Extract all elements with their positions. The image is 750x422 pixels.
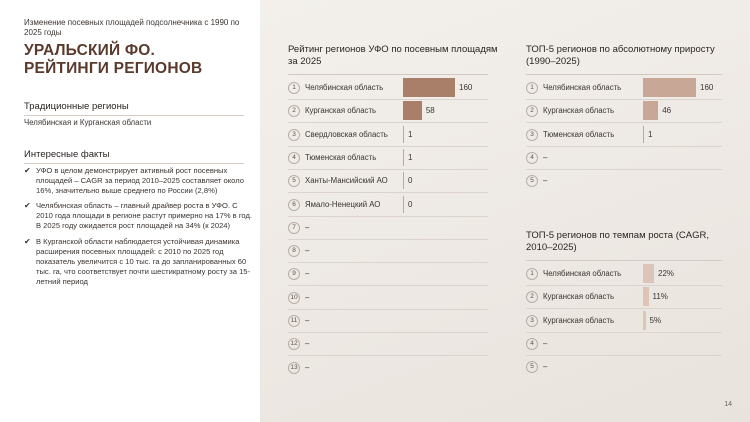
category-label: – bbox=[543, 176, 548, 186]
rank-badge: 1 bbox=[526, 268, 538, 280]
rank-badge: 12 bbox=[288, 338, 300, 350]
chart-row bbox=[526, 124, 722, 146]
chart-row bbox=[288, 100, 488, 122]
category-label: Челябинская область bbox=[543, 269, 622, 278]
value-label: 5% bbox=[649, 315, 662, 325]
bar bbox=[403, 126, 404, 143]
check-icon: ✔ bbox=[24, 201, 31, 211]
rank-badge: 13 bbox=[288, 362, 300, 374]
value-label: 0 bbox=[408, 199, 413, 209]
fact-item bbox=[24, 237, 254, 287]
chart-row bbox=[526, 77, 722, 99]
value-label: 160 bbox=[700, 83, 714, 92]
rank-badge: 2 bbox=[288, 105, 300, 117]
value-label: 1 bbox=[408, 129, 413, 139]
divider bbox=[288, 74, 488, 75]
rank-badge: 11 bbox=[288, 315, 300, 327]
bar bbox=[643, 311, 646, 330]
fact-text: УФО в целом демонстрирует активный рост посевных площадей – CAGR за период 2010–2025 составляет около 16%, значительно выше среднего по России (2,8%) bbox=[36, 166, 244, 196]
chart-row bbox=[288, 333, 488, 355]
bar bbox=[643, 287, 649, 306]
divider bbox=[24, 115, 244, 116]
rank-badge: 5 bbox=[526, 361, 538, 373]
bar bbox=[643, 264, 654, 283]
rank-badge: 2 bbox=[526, 291, 538, 303]
abs-growth-chart-title: ТОП-5 регионов по абсолютному приросту (1990–2025) bbox=[526, 44, 715, 67]
chart-row bbox=[288, 357, 488, 379]
chart-row bbox=[526, 310, 722, 332]
cagr-chart-title: ТОП-5 регионов по темпам роста (CAGR, 2010–2025) bbox=[526, 230, 709, 253]
bar bbox=[643, 126, 644, 143]
category-label: – bbox=[305, 362, 310, 372]
category-label: Свердловская область bbox=[305, 129, 388, 139]
divider bbox=[526, 260, 722, 261]
chart-row bbox=[526, 333, 722, 355]
rank-badge: 3 bbox=[288, 129, 300, 141]
kicker-text: Изменение посевных площадей подсолнечника с 1990 по 2025 годы bbox=[24, 18, 240, 37]
bar bbox=[403, 149, 404, 166]
category-label: Челябинская область bbox=[305, 83, 384, 92]
category-label: Курганская область bbox=[305, 106, 377, 116]
check-icon: ✔ bbox=[24, 166, 31, 175]
category-label: Ямало-Ненецкий АО bbox=[305, 199, 381, 209]
facts-heading: Интересные факты bbox=[24, 149, 110, 160]
divider bbox=[526, 74, 722, 75]
category-label: – bbox=[543, 362, 548, 372]
facts-list bbox=[24, 166, 254, 292]
value-label: 160 bbox=[459, 83, 473, 92]
value-label: 46 bbox=[662, 106, 672, 116]
category-label: Ханты-Мансийский АО bbox=[305, 176, 388, 186]
rank-badge: 3 bbox=[526, 129, 538, 141]
category-label: – bbox=[305, 246, 310, 256]
rank-badge: 4 bbox=[288, 152, 300, 164]
page-title-line-2: РЕЙТИНГИ РЕГИОНОВ bbox=[24, 60, 203, 77]
chart-row bbox=[526, 263, 722, 285]
chart-row bbox=[288, 310, 488, 332]
chart-row bbox=[288, 124, 488, 146]
chart-row bbox=[288, 77, 488, 99]
chart-row bbox=[288, 263, 488, 285]
value-label: 58 bbox=[425, 106, 435, 116]
rank-badge: 4 bbox=[526, 152, 538, 164]
rank-badge: 5 bbox=[288, 175, 300, 187]
value-label: 0 bbox=[408, 176, 413, 186]
category-label: Курганская область bbox=[543, 315, 615, 325]
page-title bbox=[24, 42, 254, 78]
ranking-chart-title: Рейтинг регионов УФО по посевным площадям за 2025 bbox=[288, 44, 498, 67]
chart-row bbox=[288, 287, 488, 309]
category-label: – bbox=[543, 338, 548, 348]
category-label: – bbox=[305, 269, 310, 279]
chart-row bbox=[288, 170, 488, 192]
chart-row bbox=[526, 286, 722, 308]
divider bbox=[24, 163, 244, 164]
category-label: Курганская область bbox=[543, 292, 615, 302]
rank-badge: 4 bbox=[526, 338, 538, 350]
page-number: 14 bbox=[724, 401, 732, 408]
chart-row bbox=[288, 217, 488, 239]
traditional-regions-text: Челябинская и Курганская области bbox=[24, 118, 152, 127]
rank-badge: 3 bbox=[526, 315, 538, 327]
rank-badge: 5 bbox=[526, 175, 538, 187]
chart-row bbox=[288, 194, 488, 216]
chart-row bbox=[526, 147, 722, 169]
rank-badge: 10 bbox=[288, 292, 300, 304]
chart-row bbox=[526, 100, 722, 122]
fact-item bbox=[24, 166, 254, 196]
rank-badge: 1 bbox=[526, 82, 538, 94]
category-label: – bbox=[305, 292, 310, 302]
bar bbox=[403, 101, 422, 120]
traditional-regions-heading: Традиционные регионы bbox=[24, 101, 129, 112]
category-label: Тюменская область bbox=[305, 152, 377, 162]
category-label: – bbox=[543, 152, 548, 162]
value-label: 22% bbox=[658, 269, 675, 278]
value-label: 1 bbox=[408, 152, 413, 162]
category-label: – bbox=[305, 222, 310, 232]
rank-badge: 7 bbox=[288, 222, 300, 234]
fact-text: В Курганской области наблюдается устойчивая динамика расширения посевных площадей: с 2010 по 2025 год показатель увеличится с 10 тыс. га до запланированных 60 тыс. га, что соответствует почти шестикратному росту за 15-летний период bbox=[36, 236, 251, 286]
fact-text: Челябинская область – главный драйвер роста в УФО. С 2010 года площади в регионе растут примерно на 17% в год. В 2025 году ожидается рост площадей на 34% (к 2024) bbox=[36, 201, 253, 231]
bar bbox=[403, 78, 455, 97]
rank-badge: 8 bbox=[288, 245, 300, 257]
bar bbox=[403, 196, 404, 213]
bar bbox=[643, 101, 658, 120]
bar bbox=[643, 78, 696, 97]
category-label: Тюменская область bbox=[543, 129, 615, 139]
rank-badge: 2 bbox=[526, 105, 538, 117]
bar bbox=[403, 172, 404, 189]
page-title-line-1: УРАЛЬСКИЙ ФО. bbox=[24, 42, 156, 59]
rank-badge: 6 bbox=[288, 199, 300, 211]
chart-row bbox=[526, 170, 722, 192]
rank-badge: 9 bbox=[288, 268, 300, 280]
chart-row bbox=[288, 240, 488, 262]
category-label: Челябинская область bbox=[543, 83, 622, 92]
value-label: 1 bbox=[648, 129, 653, 139]
check-icon: ✔ bbox=[24, 236, 31, 246]
category-label: – bbox=[305, 339, 310, 349]
fact-item bbox=[24, 201, 254, 231]
left-panel bbox=[0, 0, 260, 422]
rank-badge: 1 bbox=[288, 82, 300, 94]
value-label: 11% bbox=[652, 292, 668, 302]
chart-row bbox=[288, 147, 488, 169]
category-label: Курганская область bbox=[543, 106, 615, 116]
category-label: – bbox=[305, 316, 310, 325]
chart-row bbox=[526, 356, 722, 378]
